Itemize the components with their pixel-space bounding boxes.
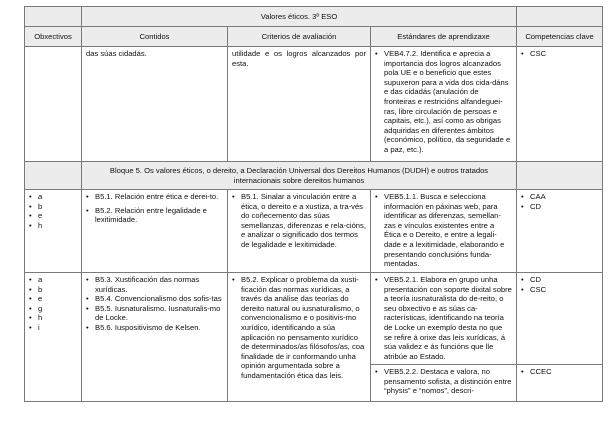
competence-item: • CSC <box>521 49 598 59</box>
table-title: Valores éticos. 3º ESO <box>82 7 517 27</box>
content-item: • B5.1. Relación entre ética e derei-to. <box>86 192 223 202</box>
header-objectives: Obxectivos <box>25 27 82 47</box>
contents-cell <box>82 273 228 402</box>
standard-item: • VEB5.2.2. Destaca e valora, no pensamento sofista, a distinción entre “physis” e “nomos”, descri- <box>375 367 512 396</box>
curriculum-table <box>24 6 603 402</box>
competence-item: • CSC <box>521 285 598 295</box>
standards-cell <box>371 47 517 162</box>
block-spacer-cell-right <box>517 162 603 190</box>
objective-item: • a <box>29 192 77 202</box>
block-heading-line-2: internacionais sobre dereitos humanos <box>233 175 365 185</box>
objective-item: • h <box>29 313 77 323</box>
competence-item: • CAA <box>521 192 598 202</box>
title-spacer-cell-right <box>517 7 603 27</box>
block-spacer-cell <box>25 162 82 190</box>
competence-item: • CD <box>521 275 598 285</box>
competence-item: • CCEC <box>521 367 598 377</box>
competences-cell <box>517 273 603 365</box>
block-heading-line-1: Bloque 5. Os valores éticos, o dereito, a Declaración Universal dos Dereitos Humanos (DUDH) e outros tratados <box>109 165 489 175</box>
competences-cell <box>517 47 603 162</box>
standard-item: • VEB5.2.1. Elabora en grupo unha presentación con soporte dixital sobre a teoría iusnaturalista do de-reito, o seu obxectivo e as súas ca-racterísticas, identificando na teoría de Locke un exemplo desta no que se refire á orixe das leis xurídicas, á súa validez e ás funcións que lle atribúe ao Estado. <box>375 275 512 361</box>
criteria-text: utilidade e os logros alcanzados por esta. <box>232 49 366 68</box>
header-standards: Estándares de aprendizaxe <box>371 27 517 47</box>
contents-cell <box>82 190 228 273</box>
objective-item: • i <box>29 323 77 333</box>
content-item: • B5.5. Iusnaturalismo. Iusnaturalis-mo de Locke. <box>86 304 223 323</box>
table-row-b5-1 <box>25 190 603 273</box>
objectives-cell <box>25 273 82 402</box>
block-heading <box>82 162 517 190</box>
content-item: • B5.2. Relación entre legalidade e lexitimidade. <box>86 206 223 225</box>
content-item: • B5.3. Xustificación das normas xurídicas. <box>86 275 223 294</box>
competences-cell <box>517 190 603 273</box>
criteria-cell <box>228 190 371 273</box>
objective-item: • h <box>29 221 77 231</box>
standards-cell <box>371 365 517 402</box>
title-spacer-cell <box>25 7 82 27</box>
objective-item: • g <box>29 304 77 314</box>
objective-item: • e <box>29 294 77 304</box>
table-row-continuation <box>25 47 603 162</box>
competences-cell <box>517 365 603 402</box>
objective-item: • b <box>29 202 77 212</box>
objective-item: • b <box>29 285 77 295</box>
content-item: • B5.4. Convencionalismo dos sofis-tas <box>86 294 223 304</box>
block-heading-row <box>25 162 603 190</box>
contents-text: das súas cidadás. <box>86 49 147 58</box>
competence-item: • CD <box>521 202 598 212</box>
standard-item: • VEB5.1.1. Busca e selecciona información en páxinas web, para identificar as diferenzas, semellan-zas e vínculos existentes entre a Ética e o Dereito, e entre a legali-dade e a lexitimidade, elaborando e presentando conclusións funda-mentadas. <box>375 192 512 269</box>
standards-cell <box>371 190 517 273</box>
criteria-cell <box>228 273 371 402</box>
header-criteria: Criterios de avaliación <box>228 27 371 47</box>
header-competences: Competencias clave <box>517 27 603 47</box>
standards-cell <box>371 273 517 365</box>
curriculum-document <box>24 6 602 402</box>
objective-item: • e <box>29 211 77 221</box>
objectives-cell <box>25 190 82 273</box>
objectives-cell <box>25 47 82 162</box>
table-row-b5-2a <box>25 273 603 365</box>
standard-item: • VEB4.7.2. Identifica e aprecia a importancia dos logros alcanzados pola UE e o beneficio que estes supuxeron para a vida dos cida-dáns e das cidadás (anulación de fronteiras e restricións alfandeguei-ras, libre circulación de persoas e capitais, etc.), así como as obrigas adquiridas en diferentes ámbitos (económico, político, da seguridade e a paz, etc.). <box>375 49 512 155</box>
objective-item: • a <box>29 275 77 285</box>
criterion-item: • B5.2. Explicar o problema da xusti-ficación das normas xurídicas, a través da análise das teorías do dereito natural ou iusnaturalismo, o convencionalismo e o positivis-mo xurídico, identificando a súa aplicación no pensamento xurídico de determinados/as filósofos/as, coa finalidade de ir conformando unha opinión argumentada sobre a fundamentación ética das leis. <box>232 275 366 381</box>
header-contents: Contidos <box>82 27 228 47</box>
criterion-item: • B5.1. Sinalar a vinculación entre a ética, o dereito e a xustiza, a tra-vés do coñecemento das súas semellanzas, diferenzas e rela-cións, e analizar o significado dos termos de legalidade e lexitimidade. <box>232 192 366 250</box>
criteria-cell <box>228 47 371 162</box>
content-item: • B5.6. Iuspositivismo de Kelsen. <box>86 323 223 333</box>
contents-cell <box>82 47 228 162</box>
